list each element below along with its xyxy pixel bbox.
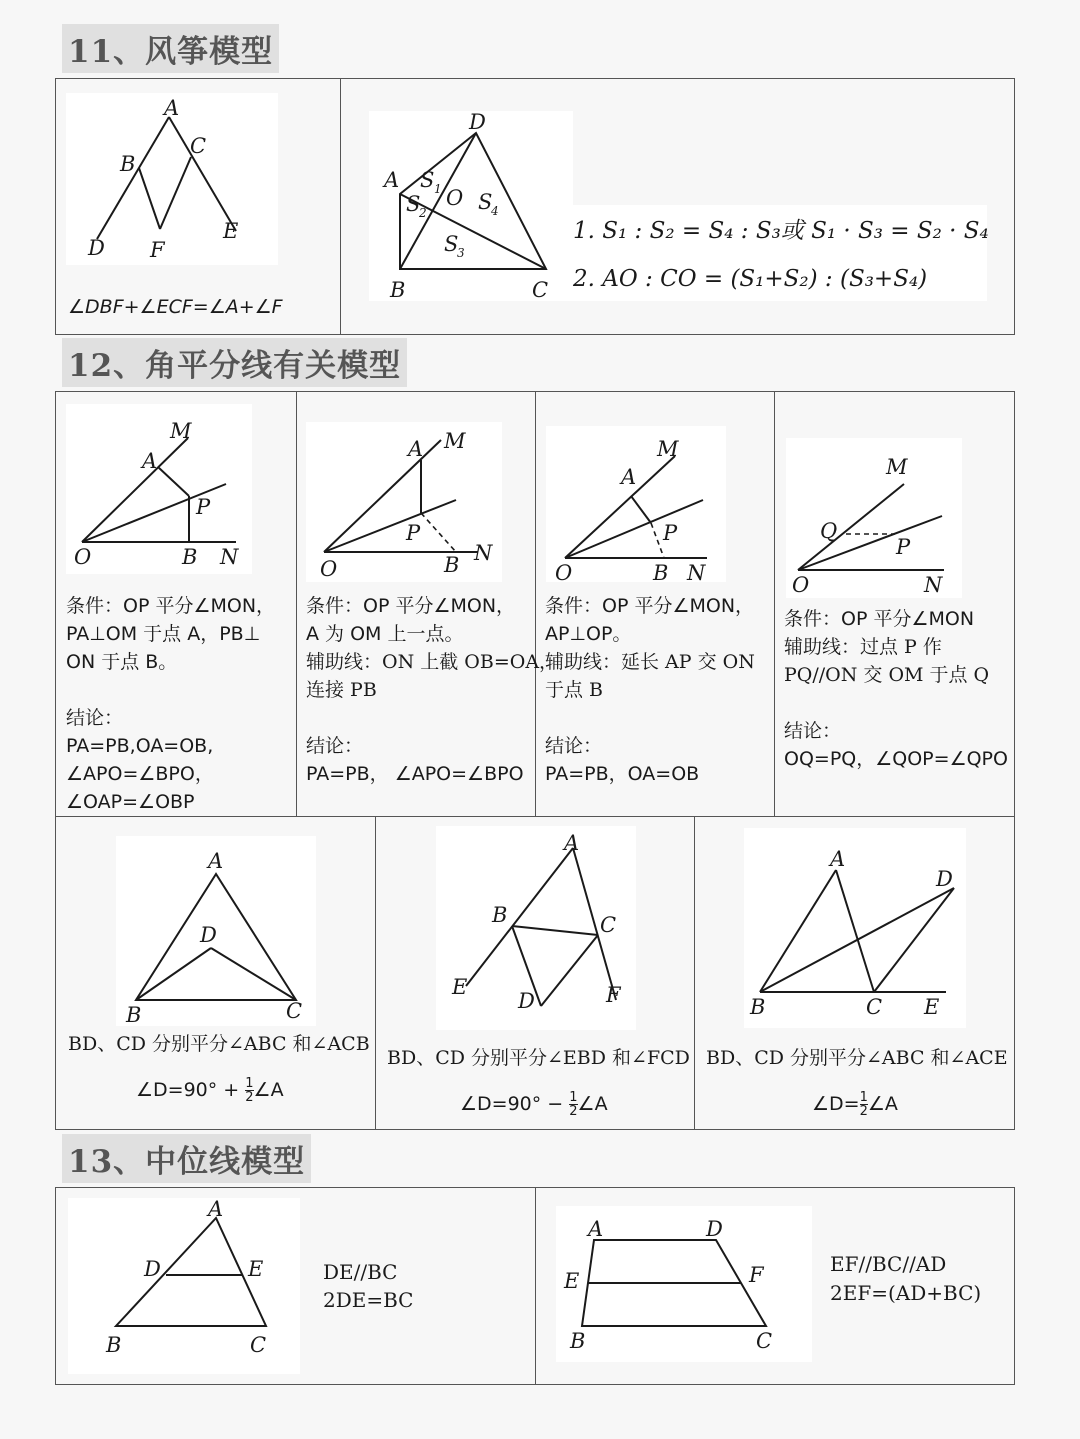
quad-label-B: B — [390, 278, 406, 302]
bis3-label-A: A — [621, 465, 637, 489]
bis1-label-O: O — [74, 545, 92, 569]
quad-label-S3-sub: 3 — [457, 246, 465, 260]
bis7-label-E: E — [924, 995, 940, 1019]
section-title-13: 13、中位线模型 — [62, 1134, 311, 1183]
quad-label-S4-sub: 4 — [491, 204, 499, 218]
midline-triangle-figure — [56, 1188, 316, 1378]
mid-label-C: C — [250, 1333, 267, 1357]
bisector-cond-7: BD、CD 分别平分∠ABC 和∠ACE — [706, 1047, 1008, 1069]
bis4-label-O: O — [792, 573, 810, 597]
quad-formula-1: 1. S₁ : S₂ = S₄ : S₃或 S₁ · S₃ = S₂ · S₄ — [573, 218, 989, 244]
quad-label-S2-sub: 2 — [419, 206, 427, 220]
quad-label-S1: S — [420, 168, 435, 192]
bisector-text-4: 条件：OP 平分∠MON 辅助线：过点 P 作 PQ//ON 交 OM 于点 Q 结论： OQ=PQ，∠QOP=∠QPO — [784, 608, 1008, 770]
bisector-figure-4 — [774, 392, 984, 602]
bis1-label-N: N — [220, 545, 239, 569]
bis7-label-A: A — [830, 847, 846, 871]
kite-label-B: B — [120, 152, 136, 176]
kite-label-F: F — [150, 238, 165, 262]
bisector-figure-7 — [736, 822, 1016, 1042]
section-title-11: 11、风筝模型 — [62, 24, 279, 73]
kite-model-box — [55, 78, 1015, 335]
bis1-label-M: M — [170, 419, 192, 443]
bis2-label-N: N — [474, 541, 493, 565]
bisector-figure-6 — [426, 822, 686, 1032]
midline-trapezoid-text: EF//BC//AD 2EF=(AD+BC) — [830, 1252, 982, 1305]
angle-bisector-box — [55, 391, 1015, 1130]
bisector-text-1: 条件：OP 平分∠MON， PA⊥OM 于点 A，PB⊥ ON 于点 B。 结论： PA=PB,OA=OB, ∠APO=∠BPO， ∠OAP=∠OBP — [66, 595, 276, 813]
bisector-figure-1 — [56, 392, 256, 572]
quad-label-S2: S — [406, 192, 421, 216]
bisector-text-2: 条件：OP 平分∠MON， A 为 OM 上一点。 辅助线：ON 上截 OB=OA， 连接 PB 结论： PA=PB， ∠APO=∠BPO — [306, 595, 559, 785]
bis7-label-D: D — [936, 867, 953, 891]
bis3-label-P: P — [663, 521, 678, 545]
bis5-label-C: C — [286, 999, 303, 1023]
kite-label-A: A — [164, 96, 180, 120]
quad-label-S3: S — [444, 232, 459, 256]
bis4-label-M: M — [886, 455, 908, 479]
mid-label-D: D — [144, 1257, 161, 1281]
kite-label-E: E — [223, 219, 239, 243]
bis6-label-A: A — [564, 831, 580, 855]
bisector-cond-5: BD、CD 分别平分∠ABC 和∠ACB — [68, 1033, 370, 1055]
bisector-result-6: ∠D=90° − $\frac{1}{2}$ ∠A — [460, 1090, 608, 1119]
bis2-label-P: P — [406, 521, 421, 545]
kite-label-C: C — [190, 134, 207, 158]
trap-label-A: A — [588, 1217, 604, 1241]
bis6-label-C: C — [600, 913, 617, 937]
kite-label-D: D — [88, 236, 105, 260]
midline-box — [55, 1187, 1015, 1385]
bis6-label-B: B — [492, 903, 508, 927]
bis1-label-A: A — [142, 449, 158, 473]
mid-label-B: B — [106, 1333, 122, 1357]
bis4-label-N: N — [924, 573, 943, 597]
kite-figure — [56, 79, 286, 269]
bisector-cond-6: BD、CD 分别平分∠EBD 和∠FCD — [387, 1047, 690, 1069]
bis1-label-B: B — [182, 545, 198, 569]
trap-label-E: E — [564, 1269, 580, 1293]
trap-label-C: C — [756, 1329, 773, 1353]
quad-label-A: A — [384, 168, 400, 192]
bis2-label-A: A — [408, 437, 424, 461]
quad-label-S4: S — [478, 190, 493, 214]
bis5-label-B: B — [126, 1003, 142, 1027]
bis4-label-P: P — [896, 535, 911, 559]
quad-label-S1-sub: 1 — [434, 182, 442, 196]
bis1-label-P: P — [196, 495, 211, 519]
bis5-label-D: D — [200, 923, 217, 947]
bis6-label-D: D — [518, 989, 535, 1013]
quad-label-C: C — [532, 278, 549, 302]
bis7-label-B: B — [750, 995, 766, 1019]
bisector-figure-5 — [96, 822, 356, 1032]
bis3-label-O: O — [555, 561, 573, 585]
kite-formula: ∠DBF+∠ECF=∠A+∠F — [68, 296, 283, 318]
bis3-label-M: M — [657, 437, 679, 461]
trap-label-F: F — [749, 1263, 764, 1287]
quad-label-D: D — [469, 110, 486, 134]
bisector-result-5: ∠D=90° + $\frac{1}{2}$ ∠A — [136, 1076, 284, 1105]
mid-label-A: A — [208, 1197, 224, 1221]
bis6-label-E: E — [452, 975, 468, 999]
trap-label-D: D — [706, 1217, 723, 1241]
bis2-label-O: O — [320, 557, 338, 581]
bis3-label-B: B — [653, 561, 669, 585]
bis7-label-C: C — [866, 995, 883, 1019]
bis2-label-B: B — [444, 553, 460, 577]
bisector-figure-3 — [535, 392, 745, 592]
bisector-text-3: 条件：OP 平分∠MON， AP⊥OP。 辅助线：延长 AP 交 ON 于点 B 结论： PA=PB，OA=OB — [545, 595, 755, 785]
bis6-label-F: F — [606, 983, 621, 1007]
bis4-label-Q: Q — [820, 519, 838, 543]
quad-formula-2: 2. AO : CO = (S₁+S₂) : (S₃+S₄) — [573, 266, 928, 292]
midline-triangle-text: DE//BC 2DE=BC — [323, 1260, 414, 1312]
bis2-label-M: M — [444, 429, 466, 453]
mid-label-E: E — [248, 1257, 264, 1281]
bis3-label-N: N — [687, 561, 706, 585]
midline-trapezoid-figure — [546, 1188, 826, 1378]
bis5-label-A: A — [208, 849, 224, 873]
bisector-result-7: ∠D= $\frac{1}{2}$ ∠A — [812, 1090, 898, 1119]
trap-label-B: B — [570, 1329, 586, 1353]
section-title-12: 12、角平分线有关模型 — [62, 338, 407, 387]
quad-label-O: O — [446, 186, 464, 210]
bisector-figure-2 — [296, 392, 516, 592]
